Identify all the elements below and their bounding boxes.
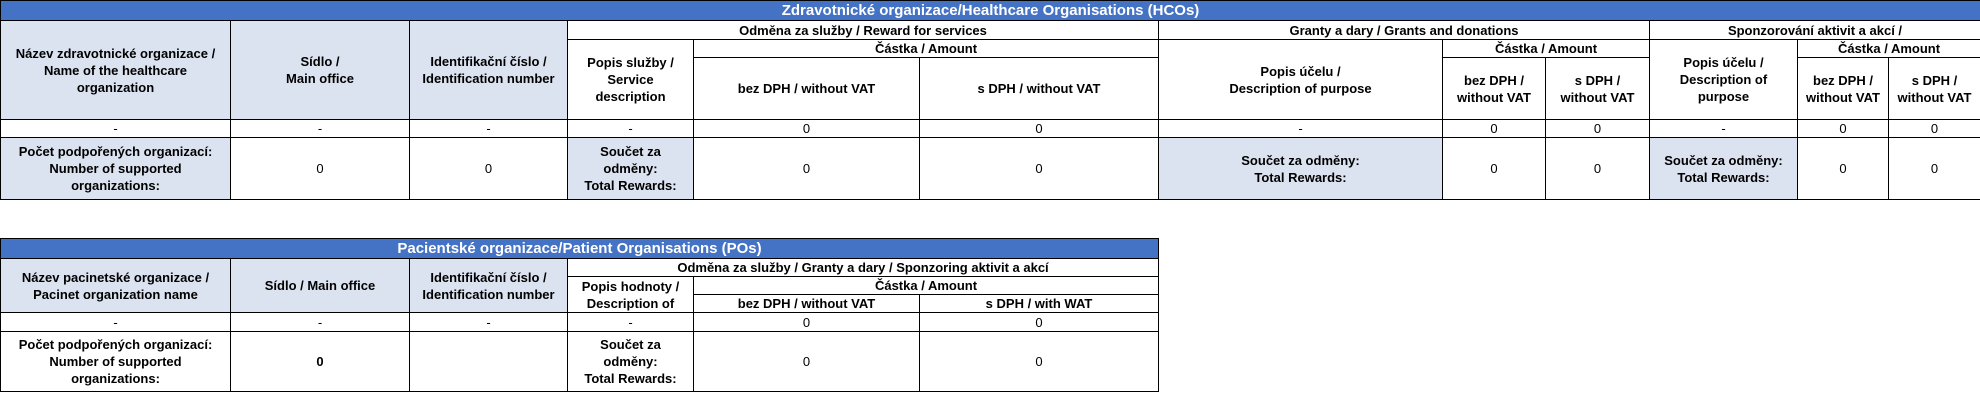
hco-total-reward-vat: 0 (920, 138, 1159, 200)
po-vat: s DPH / with WAT (920, 295, 1159, 313)
hco-reward-desc: Popis služby / Service description (568, 40, 694, 120)
table-cell: - (231, 120, 410, 138)
hco-total-grants-vat: 0 (1546, 138, 1650, 200)
hco-total-sponsor-label: Součet za odměny: Total Rewards: (1650, 138, 1798, 200)
table-cell: - (231, 313, 410, 332)
hco-grants-vat: s DPH / without VAT (1546, 58, 1650, 120)
hco-total-id: 0 (410, 138, 568, 200)
table-cell: 0 (920, 120, 1159, 138)
po-total-office: 0 (231, 332, 410, 392)
po-amount: Částka / Amount (694, 277, 1159, 295)
hco-reward-vat: s DPH / without VAT (920, 58, 1159, 120)
table-row (1, 313, 1159, 332)
table-cell: - (1650, 120, 1798, 138)
po-group: Odměna za služby / Granty a dary / Sponzoring aktivit a akcí (568, 259, 1159, 277)
hco-grants-amount: Částka / Amount (1443, 40, 1650, 58)
hco-total-office: 0 (231, 138, 410, 200)
hco-total-label: Počet podpořených organizací: Number of supported organizations: (1, 138, 231, 200)
totals-row (1, 138, 1980, 200)
po-total-vat: 0 (920, 332, 1159, 392)
po-total-id (410, 332, 568, 392)
po-table (0, 238, 1159, 392)
hco-title: Zdravotnické organizace/Healthcare Organisations (HCOs) (1, 1, 1980, 21)
hco-total-reward-label: Součet za odměny: Total Rewards: (568, 138, 694, 200)
hco-total-grants-novat: 0 (1443, 138, 1546, 200)
table-cell: - (410, 313, 568, 332)
hco-col-id: Identifikační číslo / Identification number (410, 21, 568, 120)
table-cell: - (568, 120, 694, 138)
hco-sponsor-novat: bez DPH / without VAT (1798, 58, 1889, 120)
po-total-novat: 0 (694, 332, 920, 392)
table-cell: 0 (1443, 120, 1546, 138)
po-total-label: Počet podpořených organizací: Number of supported organizations: (1, 332, 231, 392)
hco-total-sponsor-vat: 0 (1889, 138, 1980, 200)
po-col-office: Sídlo / Main office (231, 259, 410, 313)
po-total-reward-label: Součet za odměny: Total Rewards: (568, 332, 694, 392)
po-desc: Popis hodnoty / Description of (568, 277, 694, 313)
hco-total-sponsor-novat: 0 (1798, 138, 1889, 200)
hco-group-grants: Granty a dary / Grants and donations (1159, 21, 1650, 40)
hco-reward-novat: bez DPH / without VAT (694, 58, 920, 120)
hco-grants-novat: bez DPH / without VAT (1443, 58, 1546, 120)
hco-sponsor-amount: Částka / Amount (1798, 40, 1980, 58)
table-cell: - (568, 313, 694, 332)
table-cell: 0 (1889, 120, 1980, 138)
table-cell: - (1, 313, 231, 332)
hco-col-office: Sídlo / Main office (231, 21, 410, 120)
po-title: Pacientské organizace/Patient Organisations (POs) (1, 239, 1159, 259)
table-cell: - (1, 120, 231, 138)
table-cell: 0 (1546, 120, 1650, 138)
po-col-name: Název pacinetské organizace / Pacinet organization name (1, 259, 231, 313)
totals-row (1, 332, 1159, 392)
hco-col-name: Název zdravotnické organizace / Name of the healthcare organization (1, 21, 231, 120)
table-cell: - (1159, 120, 1443, 138)
hco-grants-desc: Popis účelu / Description of purpose (1159, 40, 1443, 120)
table-row (1, 120, 1980, 138)
table-cell: 0 (1798, 120, 1889, 138)
table-cell: 0 (694, 120, 920, 138)
hco-group-reward: Odměna za služby / Reward for services (568, 21, 1159, 40)
hco-total-grants-label: Součet za odměny: Total Rewards: (1159, 138, 1443, 200)
hco-sponsor-vat: s DPH / without VAT (1889, 58, 1980, 120)
po-col-id: Identifikační číslo / Identification number (410, 259, 568, 313)
po-novat: bez DPH / without VAT (694, 295, 920, 313)
hco-reward-amount: Částka / Amount (694, 40, 1159, 58)
hco-sponsor-desc: Popis účelu / Description of purpose (1650, 40, 1798, 120)
hco-group-sponsor: Sponzorování aktivit a akcí / (1650, 21, 1980, 40)
table-cell: 0 (920, 313, 1159, 332)
table-cell: 0 (694, 313, 920, 332)
hco-total-reward-novat: 0 (694, 138, 920, 200)
table-cell: - (410, 120, 568, 138)
